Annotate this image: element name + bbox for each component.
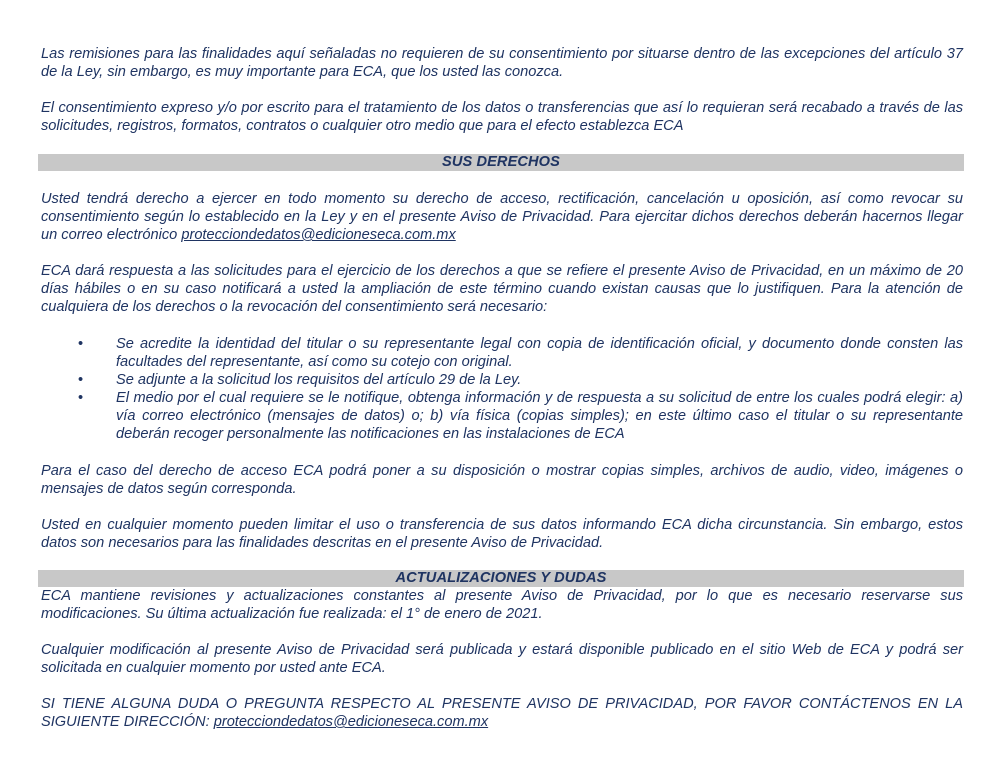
paragraph-limitar: Usted en cualquier momento pueden limitar el uso o transferencia de sus datos informando ECA dicha circunstancia. Sin embargo, estos datos son necesarios para las finalidades descritas en el presente Aviso de Privacidad. xyxy=(41,517,963,551)
list-item xyxy=(41,335,963,371)
requirements-list xyxy=(41,335,963,443)
section-heading-derechos: SUS DERECHOS xyxy=(38,154,964,171)
list-item-text: Se adjunte a la solicitud los requisitos del artículo 29 de la Ley. xyxy=(116,372,522,388)
email-link[interactable]: protecciondedatos@edicioneseca.com.mx xyxy=(213,714,489,730)
email-link[interactable]: protecciondedatos@edicioneseca.com.mx xyxy=(181,227,456,243)
bullet-icon: • xyxy=(78,390,84,406)
list-item xyxy=(41,389,963,443)
section-heading-actualizaciones: ACTUALIZACIONES Y DUDAS xyxy=(38,570,964,587)
paragraph-respuesta: ECA dará respuesta a las solicitudes para el ejercicio de los derechos a que se refiere el presente Aviso de Privacidad, en un máximo de 20 días hábiles o en su caso notificará a usted la ampliación de este término cuando existan causas que lo justifiquen. Para la atención de cualquiera de los derechos o la revocación del consentimiento será necesario: xyxy=(41,263,963,315)
paragraph-modificacion: Cualquier modificación al presente Aviso de Privacidad será publicada y estará disponible publicado en el sitio Web de ECA y podrá ser solicitada en cualquier momento por usted ante ECA. xyxy=(41,642,963,676)
paragraph-consentimiento: El consentimiento expreso y/o por escrito para el tratamiento de los datos o transferencias que así lo requieran será recabado a través de las solicitudes, registros, formatos, contratos o cualquier otro medio que para el efecto establezca ECA xyxy=(41,100,963,134)
list-item xyxy=(41,371,963,389)
paragraph-derechos xyxy=(41,190,963,244)
paragraph-derechos-text: Usted tendrá derecho a ejercer en todo momento su derecho de acceso, rectificación, cancelación u oposición, así como revocar su consentimiento según lo establecido en la Ley y en el presente Aviso de Privacidad. Para ejercitar dichos derechos deberán hacernos llegar un correo electrónico xyxy=(41,191,963,243)
paragraph-acceso: Para el caso del derecho de acceso ECA podrá poner a su disposición o mostrar copias simples, archivos de audio, video, imágenes o mensajes de datos según corresponda. xyxy=(41,463,963,497)
bullet-icon: • xyxy=(78,372,84,388)
list-item-text: El medio por el cual requiere se le notifique, obtenga información y de respuesta a su solicitud de entre los cuales podrá elegir: a) vía correo electrónico (mensajes de datos) o; b) vía física (copias simples); en este último caso el titular o su representante deberán recoger personalmente las notificaciones en las instalaciones de ECA xyxy=(116,390,963,442)
list-item-text: Se acredite la identidad del titular o su representante legal con copia de identificación oficial, y documento donde consten las facultades del representante, así como su cotejo con original. xyxy=(116,336,963,370)
bullet-icon: • xyxy=(78,336,84,352)
paragraph-remisiones: Las remisiones para las finalidades aquí señaladas no requieren de su consentimiento por situarse dentro de las excepciones del artículo 37 de la Ley, sin embargo, es muy importante para ECA, que los usted las conozca. xyxy=(41,46,963,80)
paragraph-contacto-text: SI TIENE ALGUNA DUDA O PREGUNTA RESPECTO AL PRESENTE AVISO DE PRIVACIDAD, POR FAVOR CONTÁCTENOS EN LA SIGUIENTE DIRECCIÓN: xyxy=(41,696,963,730)
paragraph-contacto xyxy=(41,695,963,731)
paragraph-revisiones: ECA mantiene revisiones y actualizaciones constantes al presente Aviso de Privacidad, por lo que es necesario reservarse sus modificaciones. Su última actualización fue realizada: el 1° de enero de 2021. xyxy=(41,588,963,622)
